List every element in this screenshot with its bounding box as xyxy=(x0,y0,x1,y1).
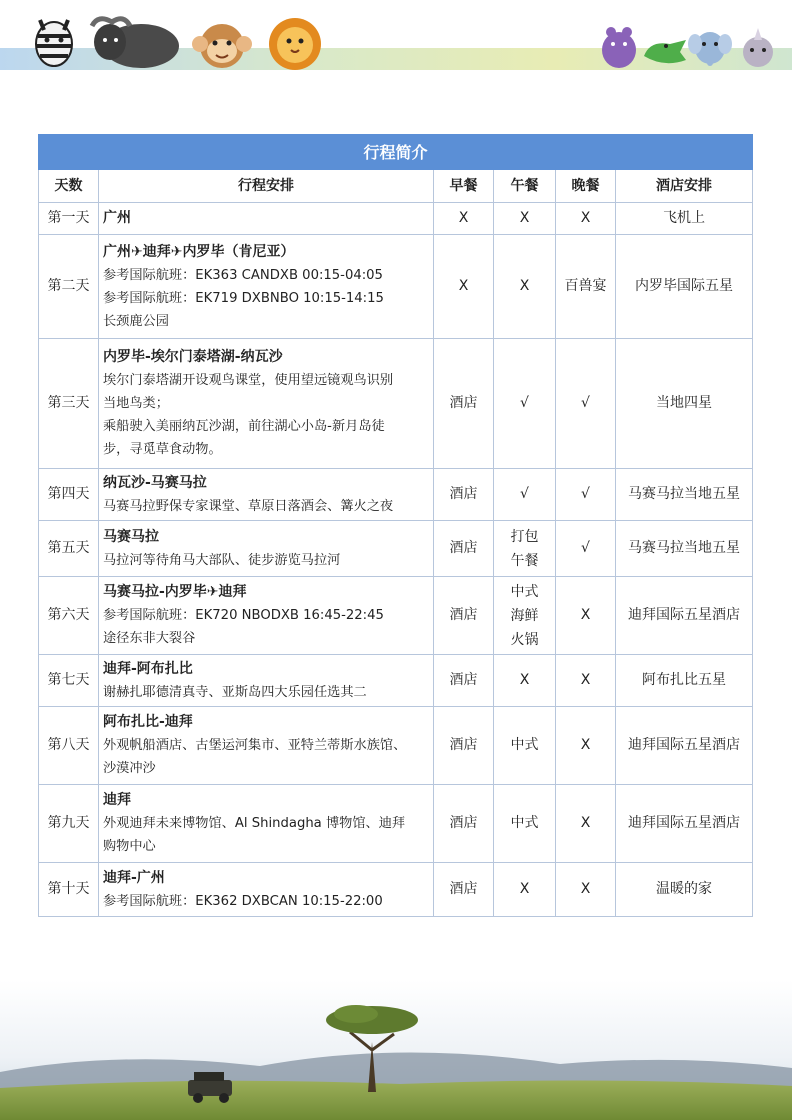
plan-cell xyxy=(99,469,434,521)
hotel-cell: 马赛马拉当地五星 xyxy=(616,521,753,577)
dinner-cell: X xyxy=(556,707,616,785)
breakfast-cell: 酒店 xyxy=(434,469,494,521)
header-plan: 行程安排 xyxy=(99,170,434,203)
table-row xyxy=(39,707,753,785)
itinerary-body xyxy=(39,203,753,917)
lunch-cell: X xyxy=(494,203,556,235)
plan-title: 迪拜-广州 xyxy=(103,869,165,886)
breakfast-cell: 酒店 xyxy=(434,655,494,707)
hotel-cell: 飞机上 xyxy=(616,203,753,235)
day-cell: 第二天 xyxy=(39,235,99,339)
breakfast-cell: 酒店 xyxy=(434,785,494,863)
plan-detail-line: 长颈鹿公园 xyxy=(103,313,169,329)
dinner-cell: X xyxy=(556,577,616,655)
table-row xyxy=(39,785,753,863)
lunch-cell: X xyxy=(494,655,556,707)
day-cell: 第四天 xyxy=(39,469,99,521)
breakfast-cell: 酒店 xyxy=(434,339,494,469)
plan-detail-line: 埃尔门泰塔湖开设观鸟课堂，使用望远镜观鸟识别 xyxy=(103,373,394,388)
day-cell: 第八天 xyxy=(39,707,99,785)
hotel-cell: 迪拜国际五星酒店 xyxy=(616,577,753,655)
plan-detail-line: 参考国际航班：EK720 NBODXB 16:45-22:45 xyxy=(103,608,384,623)
plan-detail-line: 马赛马拉野保专家课堂、草原日落酒会、篝火之夜 xyxy=(103,498,394,514)
plan-cell xyxy=(99,235,434,339)
lunch-cell: 中式 xyxy=(494,785,556,863)
plan-detail-line: 参考国际航班：EK362 DXBCAN 10:15-22:00 xyxy=(103,893,383,909)
plan-detail-line: 马拉河等待角马大部队、徒步游览马拉河 xyxy=(103,552,341,568)
dinner-cell: X xyxy=(556,203,616,235)
plan-title: 内罗毕-埃尔门泰塔湖-纳瓦沙 xyxy=(103,349,283,365)
plan-title: 迪拜-阿布扎比 xyxy=(103,660,193,677)
breakfast-cell: X xyxy=(434,203,494,235)
table-header-row xyxy=(39,170,753,203)
hotel-cell: 迪拜国际五星酒店 xyxy=(616,785,753,863)
hotel-cell: 内罗毕国际五星 xyxy=(616,235,753,339)
lunch-cell: X xyxy=(494,235,556,339)
plan-detail-line: 步，寻觅草食动物。 xyxy=(103,442,222,457)
crocodile-icon xyxy=(640,26,688,70)
lunch-cell: X xyxy=(494,863,556,917)
hotel-cell: 温暖的家 xyxy=(616,863,753,917)
table-title: 行程简介 xyxy=(39,135,753,170)
plan-detail-line: 沙漠冲沙 xyxy=(103,761,156,776)
lunch-cell: 中式 xyxy=(494,707,556,785)
hotel-cell: 阿布扎比五星 xyxy=(616,655,753,707)
monkey-icon xyxy=(190,18,254,70)
rhino-icon xyxy=(738,26,778,70)
plan-detail-line: 当地鸟类； xyxy=(103,396,169,411)
plan-title: 迪拜 xyxy=(103,792,131,808)
header-banner xyxy=(0,0,792,72)
plan-cell xyxy=(99,339,434,469)
plan-detail-line: 乘船驶入美丽纳瓦沙湖，前往湖心小岛-新月岛徒 xyxy=(103,419,385,434)
plan-detail-line: 谢赫扎耶德清真寺、亚斯岛四大乐园任选其二 xyxy=(103,684,367,700)
table-row xyxy=(39,235,753,339)
table-row xyxy=(39,521,753,577)
table-row xyxy=(39,339,753,469)
plan-cell xyxy=(99,521,434,577)
day-cell: 第十天 xyxy=(39,863,99,917)
breakfast-cell: 酒店 xyxy=(434,577,494,655)
table-title-row xyxy=(39,135,753,170)
plan-detail-line: 途径东非大裂谷 xyxy=(103,631,196,646)
table-row xyxy=(39,655,753,707)
day-cell: 第七天 xyxy=(39,655,99,707)
header-lunch: 午餐 xyxy=(494,170,556,203)
hippo-icon xyxy=(598,20,640,70)
lion-icon xyxy=(264,14,326,70)
dinner-cell: √ xyxy=(556,339,616,469)
lunch-cell: √ xyxy=(494,339,556,469)
day-cell: 第三天 xyxy=(39,339,99,469)
plan-detail-line: 参考国际航班：EK719 DXBNBO 10:15-14:15 xyxy=(103,290,384,306)
lunch-cell: 中式海鲜火锅 xyxy=(494,577,556,655)
header-hotel: 酒店安排 xyxy=(616,170,753,203)
lunch-cell: √ xyxy=(494,469,556,521)
day-cell: 第一天 xyxy=(39,203,99,235)
plan-title: 广州 xyxy=(103,210,131,226)
lunch-cell: 打包午餐 xyxy=(494,521,556,577)
plan-cell xyxy=(99,863,434,917)
plan-title: 广州✈迪拜✈内罗毕（肯尼亚） xyxy=(103,243,295,260)
dinner-cell: X xyxy=(556,863,616,917)
grassland xyxy=(0,1080,792,1120)
table-row xyxy=(39,469,753,521)
dinner-cell: √ xyxy=(556,521,616,577)
table-row xyxy=(39,863,753,917)
buffalo-icon xyxy=(86,8,184,70)
day-cell: 第九天 xyxy=(39,785,99,863)
plan-detail-line: 参考国际航班：EK363 CANDXB 00:15-04:05 xyxy=(103,267,383,283)
dinner-cell: √ xyxy=(556,469,616,521)
hotel-cell: 马赛马拉当地五星 xyxy=(616,469,753,521)
table-row xyxy=(39,203,753,235)
hotel-cell: 当地四星 xyxy=(616,339,753,469)
table-row xyxy=(39,577,753,655)
dinner-cell: 百兽宴 xyxy=(556,235,616,339)
elephant-icon xyxy=(688,22,732,70)
day-cell: 第五天 xyxy=(39,521,99,577)
header-breakfast: 早餐 xyxy=(434,170,494,203)
plan-detail-line: 外观帆船酒店、古堡运河集市、亚特兰蒂斯水族馆、 xyxy=(103,738,407,753)
plan-title: 纳瓦沙-马赛马拉 xyxy=(103,474,207,491)
plan-title: 马赛马拉-内罗毕✈迪拜 xyxy=(103,584,247,600)
header-dinner: 晚餐 xyxy=(556,170,616,203)
savanna-scene xyxy=(0,980,792,1120)
breakfast-cell: 酒店 xyxy=(434,521,494,577)
plan-cell xyxy=(99,785,434,863)
plan-cell xyxy=(99,577,434,655)
hotel-cell: 迪拜国际五星酒店 xyxy=(616,707,753,785)
itinerary-table xyxy=(38,134,753,917)
breakfast-cell: 酒店 xyxy=(434,863,494,917)
dinner-cell: X xyxy=(556,785,616,863)
plan-title: 马赛马拉 xyxy=(103,528,159,545)
plan-detail-line: 外观迪拜未来博物馆、Al Shindagha 博物馆、迪拜 xyxy=(103,816,406,831)
plan-detail-line: 购物中心 xyxy=(103,839,156,854)
zebra-icon xyxy=(28,12,80,70)
header-day: 天数 xyxy=(39,170,99,203)
breakfast-cell: 酒店 xyxy=(434,707,494,785)
plan-cell xyxy=(99,655,434,707)
plan-title: 阿布扎比-迪拜 xyxy=(103,714,193,730)
plan-cell xyxy=(99,707,434,785)
day-cell: 第六天 xyxy=(39,577,99,655)
dinner-cell: X xyxy=(556,655,616,707)
breakfast-cell: X xyxy=(434,235,494,339)
plan-cell xyxy=(99,203,434,235)
